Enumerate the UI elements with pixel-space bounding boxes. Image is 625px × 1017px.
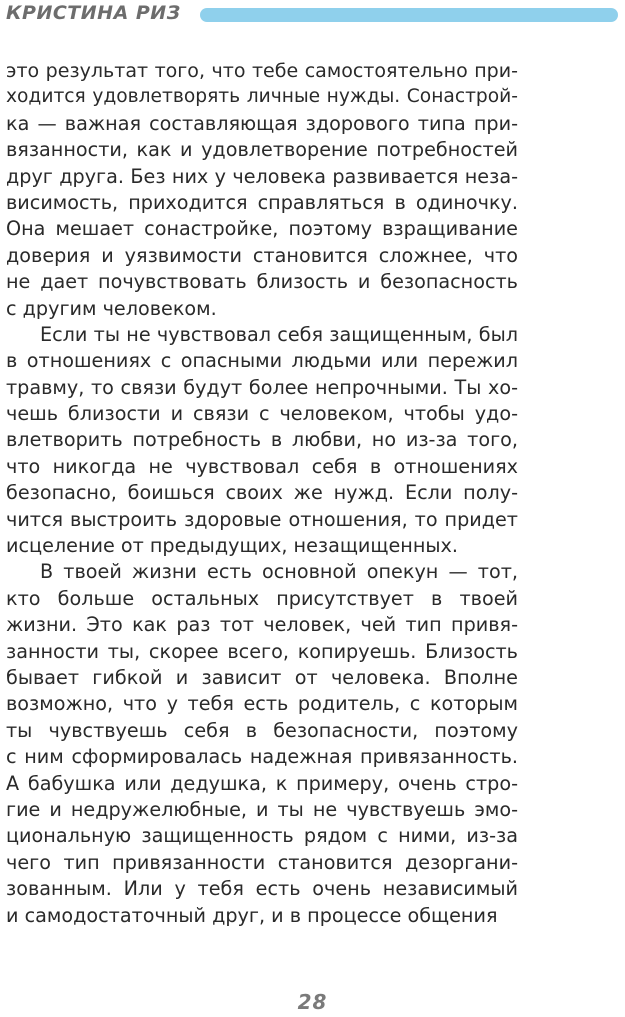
text-line: бывает гибкой и зависит от человека. Вполне — [6, 665, 518, 689]
text-line: В твоей жизни есть основной опекун — тот, — [40, 560, 518, 584]
text-line: с другим человеком. — [6, 296, 217, 320]
running-header — [6, 2, 616, 28]
header-accent-bar — [200, 8, 618, 22]
text-line: это результат того, что тебе самостоятельно при- — [6, 60, 518, 82]
text-line: жизни. Это как раз тот человек, чей тип привя- — [6, 613, 518, 637]
paragraph — [6, 58, 518, 322]
text-line: влетворить потребность в любви, но из-за того, — [6, 428, 518, 452]
body-text — [6, 58, 518, 929]
text-line: циональную защищенность рядом с ними, из-за — [6, 824, 518, 848]
text-line: исцеление от предыдущих, незащищенных. — [6, 534, 458, 558]
text-line: ходится удовлетворять личные нужды. Сонастрой- — [6, 86, 518, 108]
text-line: Она мешает сонастройке, поэтому взращивание — [6, 217, 518, 241]
text-line: зованным. Или у тебя есть очень независимый — [6, 877, 518, 901]
text-line: ты чувствуешь себя в безопасности, поэтому — [6, 718, 518, 742]
page-number: 28 — [297, 990, 328, 1014]
text-line: чится выстроить здоровые отношения, то придет — [6, 507, 518, 531]
text-line: ка — важная составляющая здорового типа при- — [6, 111, 518, 135]
text-line: и самодостаточный друг, и в процессе общения — [6, 903, 498, 927]
text-line: висимость, приходится справляться в одиночку. — [6, 190, 518, 214]
text-line: гие и недружелюбные, и ты не чувствуешь эмо- — [6, 797, 518, 821]
text-line: занности ты, скорее всего, копируешь. Близость — [6, 639, 518, 663]
text-line: с ним сформировалась надежная привязанность. — [6, 745, 518, 769]
text-line: Если ты не чувствовал себя защищенным, был — [40, 322, 518, 346]
text-line: в отношениях с опасными людьми или пережил — [6, 349, 518, 373]
text-line: доверия и уязвимости становится сложнее, что — [6, 243, 518, 267]
text-line: кто больше остальных присутствует в твоей — [6, 586, 518, 610]
author-name: КРИСТИНА РИЗ — [6, 2, 181, 24]
text-line: друг друга. Без них у человека развивается неза- — [6, 164, 518, 188]
text-line: чего тип привязанности становится дезоргани- — [6, 850, 518, 874]
text-line: что никогда не чувствовал себя в отношениях — [6, 454, 518, 478]
paragraph — [6, 322, 518, 560]
text-line: не дает почувствовать близость и безопасность — [6, 270, 518, 294]
text-line: возможно, что у тебя есть родитель, с которым — [6, 692, 518, 716]
paragraph — [6, 559, 518, 928]
text-line: А бабушка или дедушка, к примеру, очень стро- — [6, 771, 518, 795]
text-line: безопасно, боишься своих же нужд. Если полу- — [6, 481, 518, 505]
text-line: вязанности, как и удовлетворение потребностей — [6, 138, 518, 162]
text-line: чешь близости и связи с человеком, чтобы удо- — [6, 402, 518, 426]
text-line: травму, то связи будут более непрочными. Ты хо- — [6, 375, 518, 399]
